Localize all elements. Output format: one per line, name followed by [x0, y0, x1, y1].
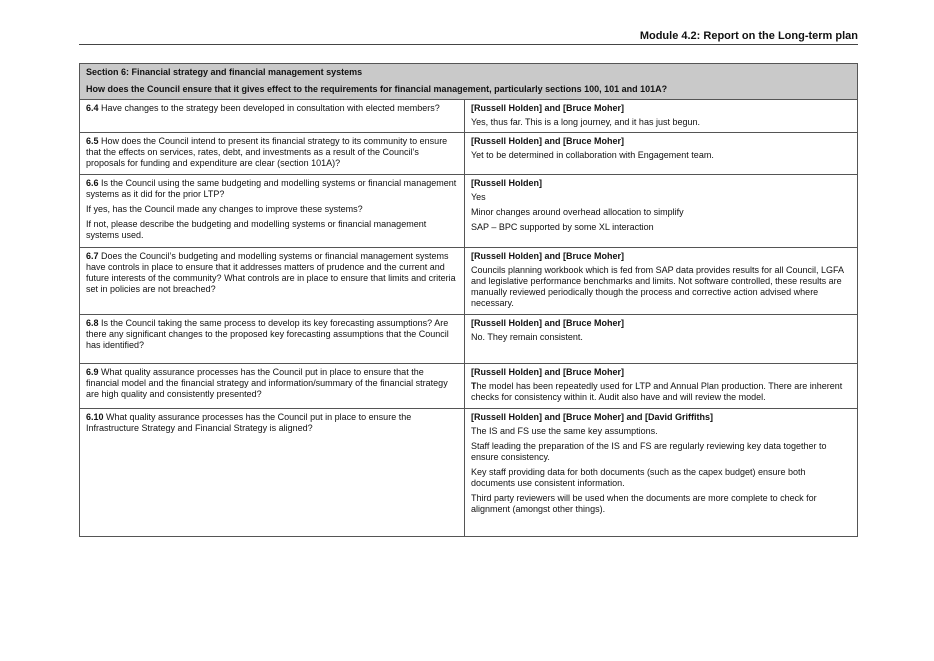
question-body: Does the Council’s budgeting and modelling systems or financial management systems have controls in place to ensure that it addresses matters of prudence and the current and future interests of the community? What controls are in place to ensure that limits and criteria set in policies are not breached?: [86, 251, 456, 294]
question-cell: [80, 409, 465, 537]
table-row: [80, 100, 858, 133]
respondents: [Russell Holden]: [471, 178, 543, 188]
response-text: Staff leading the preparation of the IS and FS are regularly reviewing key data together to ensure consistency.: [471, 441, 827, 462]
section-header-row: [80, 64, 858, 100]
question-text: [86, 178, 458, 200]
response-cell: [465, 175, 858, 248]
respondents: [Russell Holden] and [Bruce Moher]: [471, 251, 625, 261]
response-text: Third party reviewers will be used when the documents are more complete to check for alignment (amongst other things).: [471, 493, 817, 514]
header-divider: [79, 44, 858, 45]
table-row: [80, 175, 858, 248]
question-body: What quality assurance processes has the Council put in place to ensure the Infrastructure Strategy and Financial Strategy is aligned?: [86, 412, 412, 433]
respondents: [Russell Holden] and [Bruce Moher]: [471, 318, 625, 328]
question-cell: [80, 133, 465, 175]
question-number: 6.9: [86, 367, 99, 377]
page-header-title: Module 4.2: Report on the Long-term plan: [639, 30, 858, 42]
question-cell: [80, 248, 465, 315]
response-cell: [465, 100, 858, 133]
section-question: How does the Council ensure that it gives effect to the requirements for financial management, particularly sections 100, 101 and 101A?: [86, 84, 668, 94]
response-cell: [465, 315, 858, 364]
table-row: [80, 248, 858, 315]
question-body: What quality assurance processes has the Council put in place to ensure that the financial model and the financial strategy and information/summary of the financial strategy are high quality and consistently presented?: [86, 367, 448, 399]
question-number: 6.10: [86, 412, 104, 422]
response-cell: [465, 248, 858, 315]
response-cell: [465, 364, 858, 409]
section-header-cell: [80, 64, 858, 100]
response-text: Yes: [471, 192, 486, 202]
question-number: 6.6: [86, 178, 99, 188]
table-row: [80, 315, 858, 364]
question-number: 6.7: [86, 251, 99, 261]
question-text: If yes, has the Council made any changes to improve these systems?: [86, 204, 363, 214]
question-text: [86, 412, 458, 434]
respondents: [Russell Holden] and [Bruce Moher]: [471, 103, 625, 113]
question-body: Is the Council taking the same process to develop its key forecasting assumptions? Are there any significant changes to the proposed key forecasting assumptions that the Council has identified?: [86, 318, 449, 350]
question-cell: [80, 315, 465, 364]
response-text: Minor changes around overhead allocation to simplify: [471, 207, 684, 217]
financial-strategy-table: [79, 63, 858, 537]
question-text: [86, 318, 458, 351]
question-number: 6.4: [86, 103, 99, 113]
table-row: [80, 133, 858, 175]
response-text: [471, 381, 851, 403]
response-text: Key staff providing data for both documents (such as the capex budget) ensure both documents use consistent information.: [471, 467, 806, 488]
question-cell: [80, 175, 465, 248]
question-text: If not, please describe the budgeting and modelling systems or financial management systems used.: [86, 219, 427, 240]
question-text: [86, 136, 458, 169]
respondents: [Russell Holden] and [Bruce Moher]: [471, 136, 625, 146]
question-cell: [80, 364, 465, 409]
respondents: [Russell Holden] and [Bruce Moher] and [David Griffiths]: [471, 412, 714, 422]
question-number: 6.5: [86, 136, 99, 146]
response-cell: [465, 409, 858, 537]
response-text: SAP – BPC supported by some XL interaction: [471, 222, 654, 232]
question-text: [86, 367, 458, 400]
response-body: he model has been repeatedly used for LTP and Annual Plan production. There are inherent checks for consistency within it. Audit also have and will review the model.: [471, 381, 843, 402]
question-body: Is the Council using the same budgeting and modelling systems or financial management systems as it did for the prior LTP?: [86, 178, 457, 199]
section-title: Section 6: Financial strategy and financial management systems: [86, 67, 363, 77]
response-text: Yet to be determined in collaboration with Engagement team.: [471, 150, 714, 160]
question-number: 6.8: [86, 318, 99, 328]
question-body: Have changes to the strategy been developed in consultation with elected members?: [98, 103, 440, 113]
response-text: Yes, thus far. This is a long journey, and it has just begun.: [471, 117, 700, 127]
response-text: Councils planning workbook which is fed from SAP data provides results for all Council, LGFA and legislative performance benchmarks and limits. Not software controlled, these results are manually reviewed periodically though the process and corrective action advised where necessary.: [471, 265, 844, 308]
table-row: [80, 364, 858, 409]
response-cell: [465, 133, 858, 175]
question-text: [86, 251, 458, 295]
question-body: How does the Council intend to present its financial strategy to its community to ensure that the effects on services, rates, debt, and investments as a result of the Council’s proposals for funding and expenditure are clear (section 101A)?: [86, 136, 448, 168]
respondents: [Russell Holden] and [Bruce Moher]: [471, 367, 625, 377]
question-cell: [80, 100, 465, 133]
table-row: [80, 409, 858, 537]
response-text: The IS and FS use the same key assumptions.: [471, 426, 658, 436]
response-lead-letter: T: [471, 381, 477, 391]
question-text: [86, 103, 458, 114]
response-text: No. They remain consistent.: [471, 332, 583, 342]
